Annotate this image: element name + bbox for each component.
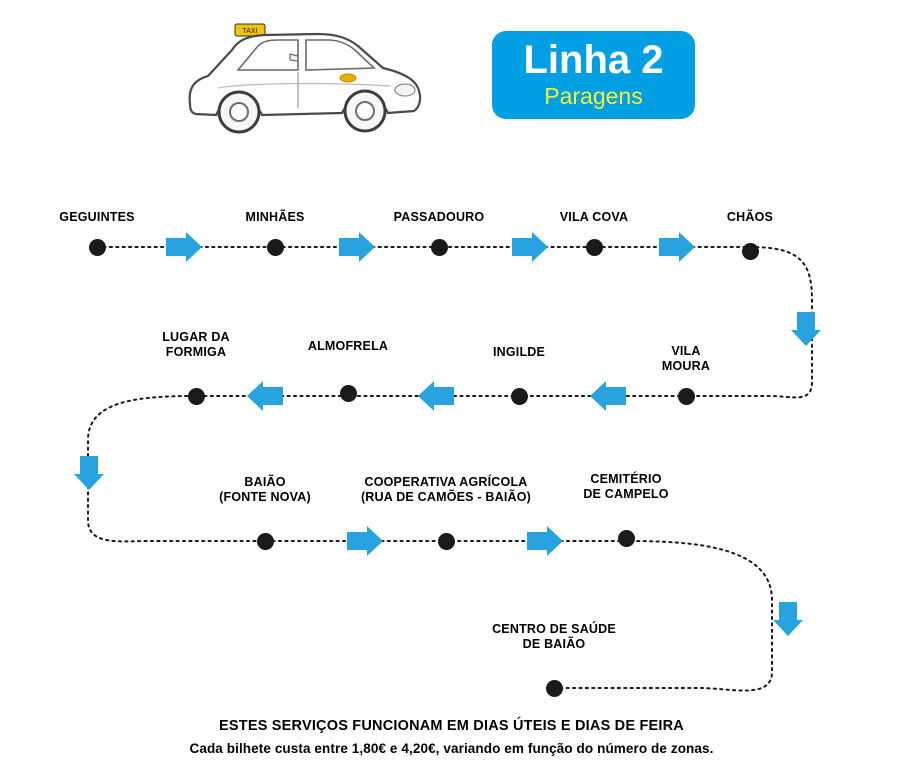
stop-label: COOPERATIVA AGRÍCOLA (RUA DE CAMÕES - BAIÃO) xyxy=(360,475,532,504)
line-title: Linha 2 xyxy=(523,38,664,82)
stop-label: CENTRO DE SAÚDE DE BAIÃO xyxy=(492,622,616,651)
stop-label: ALMOFRELA xyxy=(307,339,389,353)
stop-dot xyxy=(89,239,106,256)
direction-arrow-down-right xyxy=(791,312,821,346)
stop-dot xyxy=(431,239,448,256)
stop-label: CEMITÉRIO DE CAMPELO xyxy=(583,472,669,501)
footer-line-1: ESTES SERVIÇOS FUNCIONAM EM DIAS ÚTEIS E DIAS DE FEIRA xyxy=(219,718,684,734)
line-subtitle: Paragens xyxy=(544,83,643,109)
stop-label: VILA COVA xyxy=(559,210,629,224)
stop-label: BAIÃO (FONTE NOVA) xyxy=(219,475,311,504)
footer-notes xyxy=(0,718,903,756)
stop-label: CHÃOS xyxy=(726,210,774,224)
stop-dot xyxy=(267,239,284,256)
stop-dot xyxy=(678,388,695,405)
stop-label: LUGAR DA FORMIGA xyxy=(162,330,230,359)
stop-label: VILA MOURA xyxy=(661,344,711,373)
stop-dot xyxy=(257,533,274,550)
direction-arrow-down-left xyxy=(74,456,104,490)
stop-dot xyxy=(340,385,357,402)
stop-label: INGILDE xyxy=(492,345,546,359)
stop-dot xyxy=(511,388,528,405)
stop-dot xyxy=(742,243,759,260)
stop-dot xyxy=(586,239,603,256)
stop-dot xyxy=(546,680,563,697)
stop-dot xyxy=(188,388,205,405)
direction-arrow-down-bottom xyxy=(773,602,803,636)
svg-text:TAXI: TAXI xyxy=(242,28,258,35)
stop-label: GEGUINTES xyxy=(59,210,135,224)
stop-label: PASSADOURO xyxy=(393,210,485,224)
footer-line-2: Cada bilhete custa entre 1,80€ e 4,20€, variando em função do número de zonas. xyxy=(189,741,714,756)
stop-dot xyxy=(438,533,455,550)
stop-label: MINHÃES xyxy=(245,210,305,224)
stop-dot xyxy=(618,530,635,547)
